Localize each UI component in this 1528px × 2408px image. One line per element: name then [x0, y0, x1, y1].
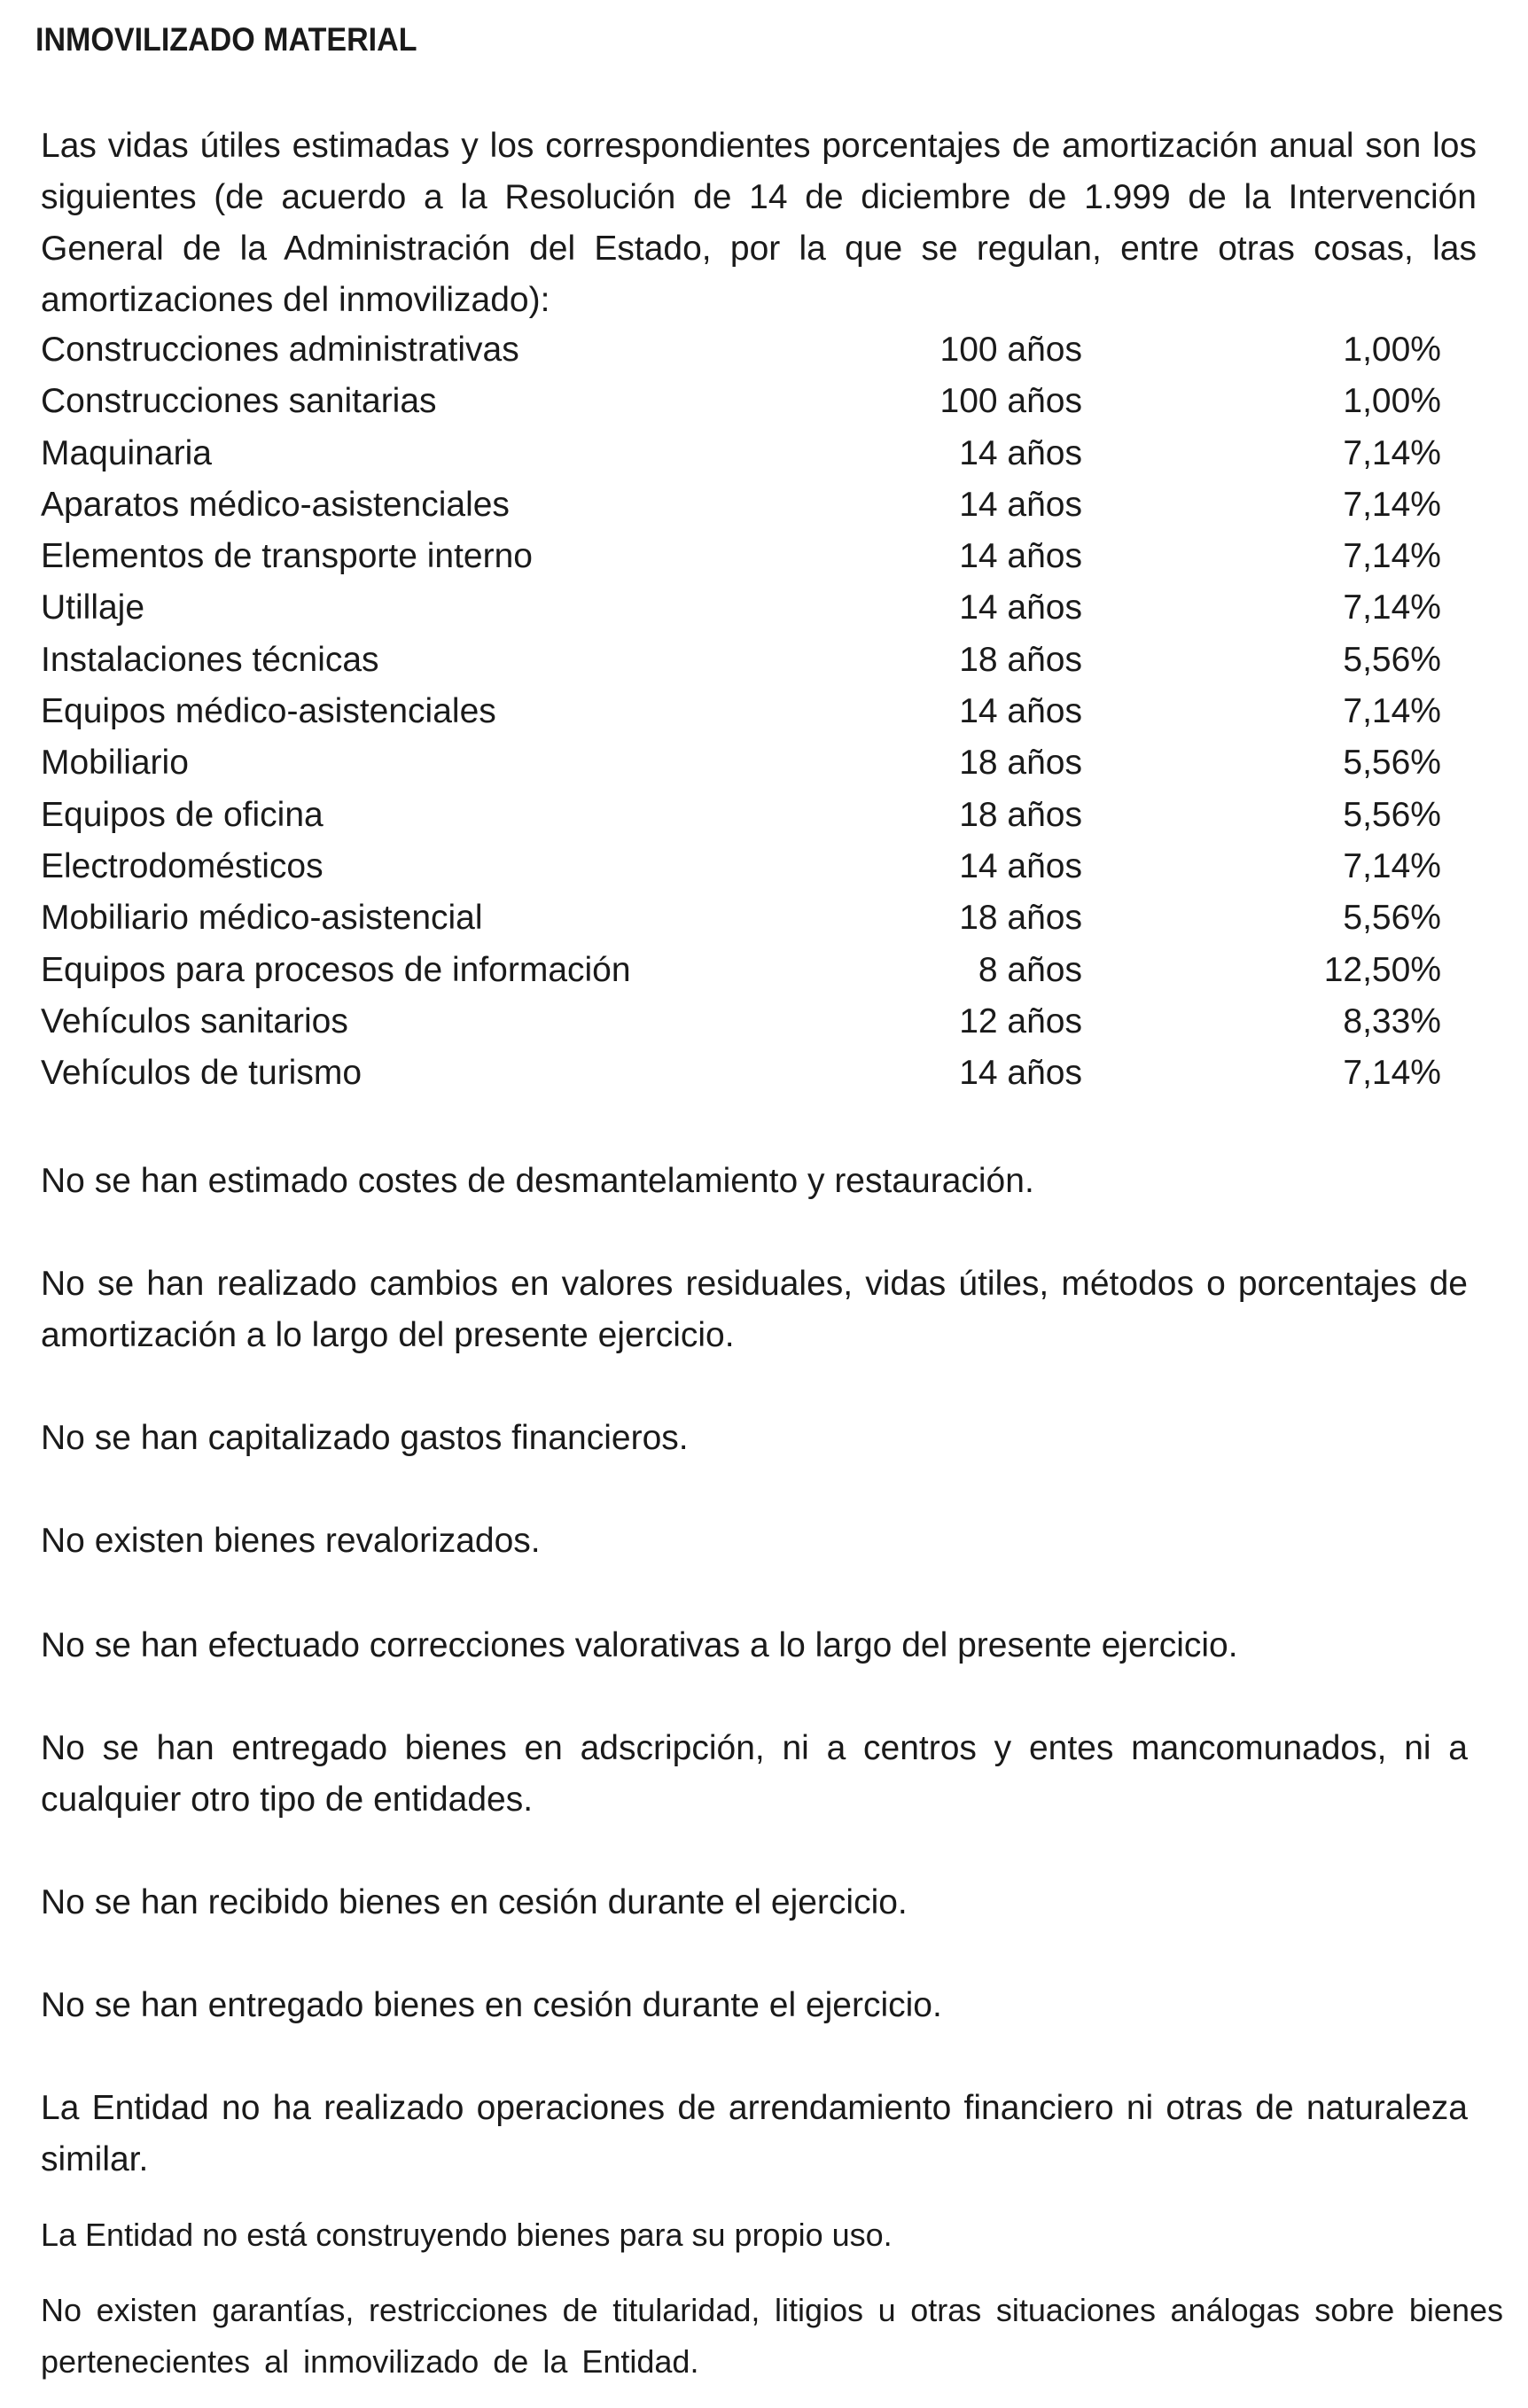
useful-life: 14 años	[959, 1054, 1082, 1093]
asset-name: Construcciones administrativas	[41, 331, 519, 369]
amortization-rate: 7,14%	[1343, 537, 1441, 576]
amortization-rate: 1,00%	[1343, 331, 1441, 369]
table-row	[41, 841, 1441, 892]
table-row	[41, 996, 1441, 1048]
useful-life: 14 años	[959, 588, 1082, 627]
table-row	[41, 790, 1441, 841]
amortization-rate: 7,14%	[1343, 485, 1441, 524]
table-row	[41, 582, 1441, 634]
asset-name: Construcciones sanitarias	[41, 382, 437, 421]
asset-name: Electrodomésticos	[41, 846, 324, 885]
table-row	[41, 428, 1441, 479]
table-row	[41, 479, 1441, 531]
paragraph-guarantees: No existen garantías, restricciones de titularidad, litigios u otras situaciones análogas sobre bienes pertenecientes al inmovilizado de la Entidad.	[41, 2292, 1503, 2380]
useful-life: 12 años	[959, 1001, 1082, 1040]
useful-life: 8 años	[978, 950, 1082, 989]
asset-name: Vehículos de turismo	[41, 1054, 363, 1093]
table-row	[41, 531, 1441, 582]
amortization-rate: 5,56%	[1343, 899, 1441, 938]
useful-life: 18 años	[959, 640, 1082, 679]
amortization-rate: 7,14%	[1343, 588, 1441, 627]
useful-life: 14 años	[959, 846, 1082, 885]
amortization-rate: 12,50%	[1323, 950, 1441, 989]
amortization-rate: 7,14%	[1343, 433, 1441, 472]
useful-life: 18 años	[959, 795, 1082, 834]
paragraph-no-changes: No se han realizado cambios en valores residuales, vidas útiles, métodos o porcentajes de amortización a lo largo del presente ejercicio.	[41, 1265, 1468, 1354]
useful-life: 14 años	[959, 433, 1082, 472]
asset-name: Equipos para procesos de información	[41, 950, 631, 989]
paragraph-financial-costs: No se han capitalizado gastos financieros.	[41, 1419, 689, 1457]
paragraph-own-use: La Entidad no está construyendo bienes para su propio uso.	[41, 2217, 893, 2253]
useful-life: 14 años	[959, 692, 1082, 731]
table-row	[41, 1048, 1441, 1099]
amortization-rate: 8,33%	[1343, 1001, 1441, 1040]
asset-name: Equipos médico-asistenciales	[41, 692, 496, 731]
table-row	[41, 737, 1441, 789]
asset-name: Aparatos médico-asistenciales	[41, 485, 510, 524]
asset-name: Maquinaria	[41, 433, 212, 472]
amortization-rate: 7,14%	[1343, 692, 1441, 731]
paragraph-revalued: No existen bienes revalorizados.	[41, 1522, 541, 1560]
table-row	[41, 686, 1441, 737]
asset-name: Instalaciones técnicas	[41, 640, 379, 679]
paragraph-corrections: No se han efectuado correcciones valorativas a lo largo del presente ejercicio.	[41, 1626, 1238, 1664]
useful-life: 18 años	[959, 899, 1082, 938]
table-row	[41, 635, 1441, 686]
paragraph-delivered-cession: No se han entregado bienes en cesión durante el ejercicio.	[41, 1986, 942, 2024]
useful-life: 14 años	[959, 537, 1082, 576]
paragraph-received-cession: No se han recibido bienes en cesión durante el ejercicio.	[41, 1883, 908, 1921]
amortization-rate: 5,56%	[1343, 795, 1441, 834]
asset-name: Mobiliario médico-asistencial	[41, 899, 483, 938]
useful-life: 100 años	[939, 331, 1082, 369]
asset-name: Mobiliario	[41, 744, 189, 783]
asset-name: Equipos de oficina	[41, 795, 324, 834]
table-row	[41, 324, 1441, 376]
paragraph-leasing: La Entidad no ha realizado operaciones de arrendamiento financiero ni otras de naturaleza similar.	[41, 2089, 1468, 2178]
table-row	[41, 376, 1441, 427]
paragraph-adscription: No se han entregado bienes en adscripción, ni a centros y entes mancomunados, ni a cualquier otro tipo de entidades.	[41, 1729, 1468, 1819]
useful-life: 100 años	[939, 382, 1082, 421]
asset-name: Vehículos sanitarios	[41, 1001, 348, 1040]
amortization-rate: 5,56%	[1343, 640, 1441, 679]
section-title: INMOVILIZADO MATERIAL	[35, 21, 417, 58]
asset-name: Elementos de transporte interno	[41, 537, 533, 576]
asset-name: Utillaje	[41, 588, 145, 627]
amortization-rate: 7,14%	[1343, 846, 1441, 885]
paragraph-dismantling: No se han estimado costes de desmantelamiento y restauración.	[41, 1162, 1034, 1200]
useful-life: 18 años	[959, 744, 1082, 783]
amortization-rate: 1,00%	[1343, 382, 1441, 421]
amortization-table	[41, 324, 1441, 1099]
table-row	[41, 945, 1441, 996]
intro-paragraph: Las vidas útiles estimadas y los correspondientes porcentajes de amortización anual son los siguientes (de acuerdo a la Resolución de 14 de diciembre de 1.999 de la Intervención General de la Administración del Estado, por la que se regulan, entre otras cosas, las amortizaciones del inmovilizado):	[41, 127, 1477, 319]
table-row	[41, 892, 1441, 944]
useful-life: 14 años	[959, 485, 1082, 524]
amortization-rate: 5,56%	[1343, 744, 1441, 783]
amortization-rate: 7,14%	[1343, 1054, 1441, 1093]
